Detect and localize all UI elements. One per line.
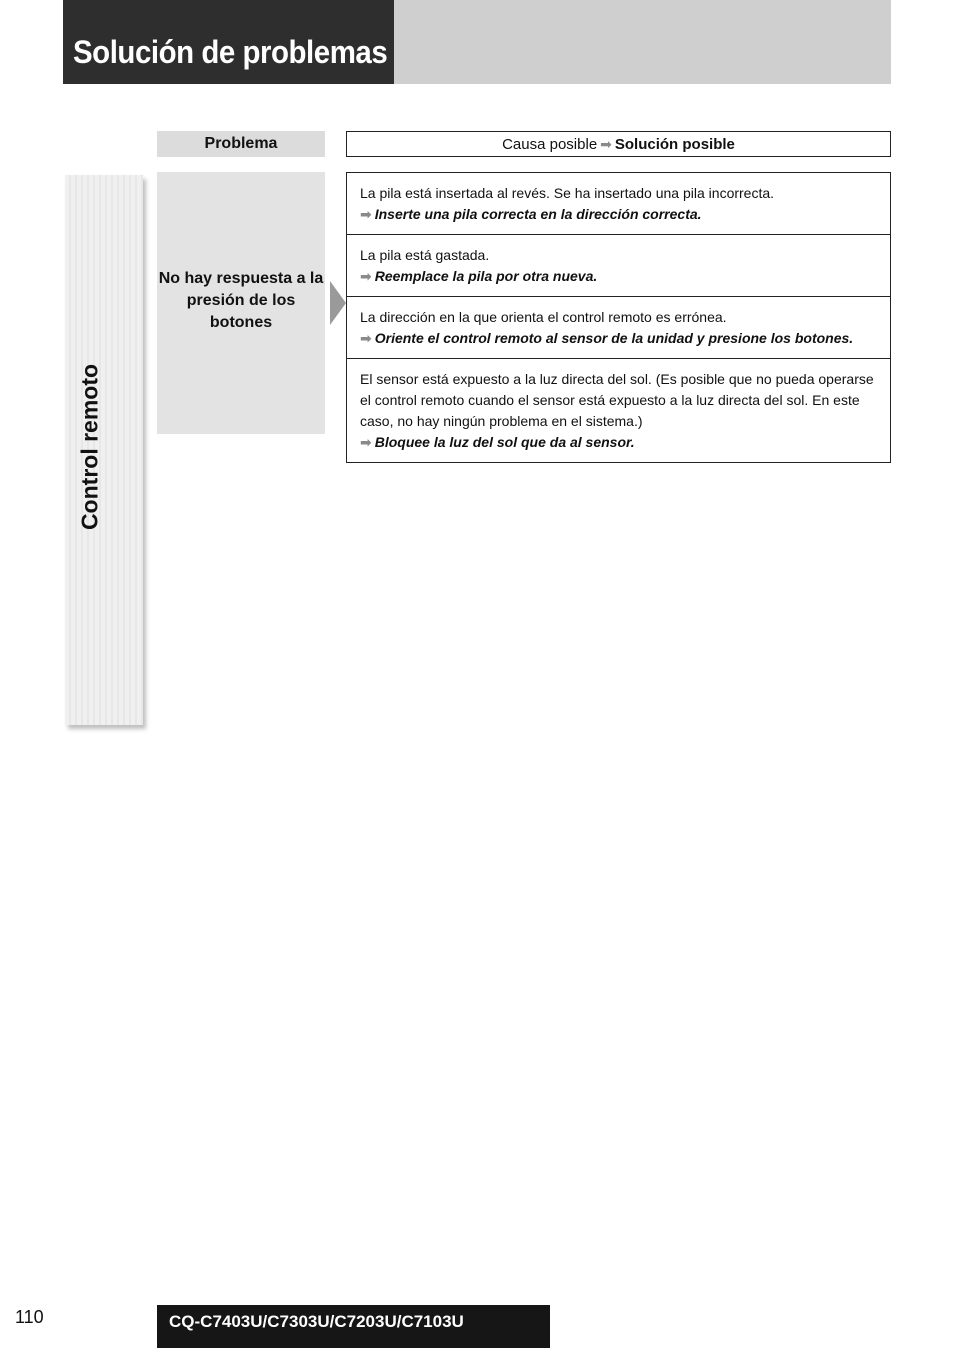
solution-label: Reemplace la pila por otra nueva. (374, 268, 598, 284)
solution-text (360, 204, 880, 225)
solution-text (360, 266, 880, 287)
solution-label: Inserte una pila correcta en la dirección correcta. (374, 206, 702, 222)
cause-row (347, 173, 890, 234)
column-header-cause-solution (346, 131, 891, 157)
solution-label: Oriente el control remoto al sensor de la unidad y presione los botones. (374, 330, 854, 346)
right-arrow-icon: ➡ (360, 268, 372, 284)
column-header-problem: Problema (157, 131, 325, 157)
right-arrow-icon: ➡ (360, 330, 372, 346)
problem-text: No hay respuesta a la presión de los botones (158, 270, 324, 331)
cause-text: La pila está gastada. (360, 247, 490, 263)
page-title: Solución de problemas (73, 34, 388, 70)
cause-text: La dirección en la que orienta el control remoto es errónea. (360, 309, 727, 325)
cause-text: El sensor está expuesto a la luz directa del sol. (Es posible que no pueda operarse el control remoto cuando el sensor está expuesto a la luz directa del sol. En este caso, no hay ningún problema en el sistema.) (360, 371, 874, 429)
right-arrow-icon: ➡ (360, 206, 372, 222)
cause-header-label: Causa posible (502, 136, 598, 153)
solution-text (360, 432, 880, 453)
cause-row (347, 234, 890, 296)
solution-label: Bloquee la luz del sol que da al sensor. (374, 434, 635, 450)
cause-row (347, 358, 890, 462)
pointer-arrow-icon (330, 281, 346, 325)
page-number: 110 (15, 1307, 44, 1327)
solution-text (360, 328, 880, 349)
model-number-banner: CQ-C7403U/C7303U/C7203U/C7103U (157, 1305, 550, 1348)
causes-list (346, 172, 891, 463)
cause-row (347, 296, 890, 358)
cause-text: La pila está insertada al revés. Se ha insertado una pila incorrecta. (360, 185, 775, 201)
right-arrow-icon: ➡ (360, 434, 372, 450)
right-arrow-icon: ➡ (600, 136, 612, 152)
solution-header-label: Solución posible (614, 136, 735, 153)
header-band-light (394, 0, 891, 84)
section-label: Control remoto (76, 363, 103, 531)
